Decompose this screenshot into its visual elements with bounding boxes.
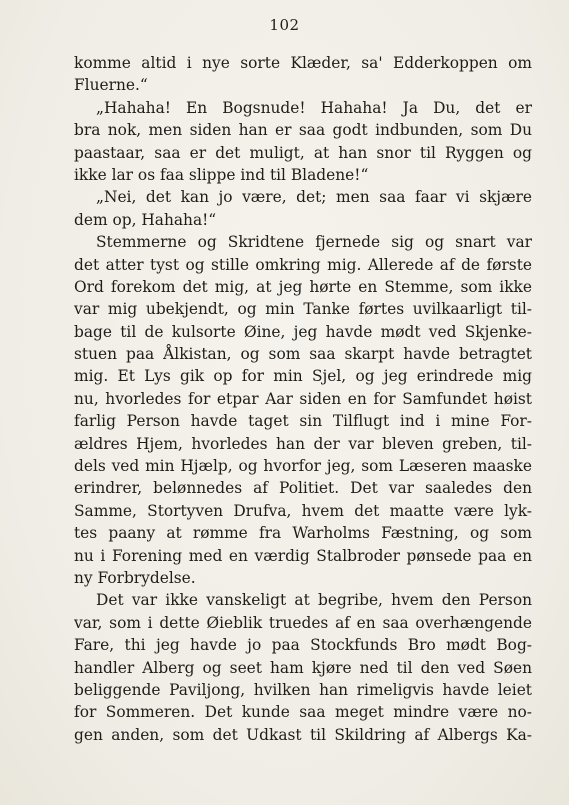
text-line: for Sommeren. Det kunde saa meget mindre være no-: [74, 703, 532, 722]
text-line: bage til de kulsorte Øine, jeg havde mødt ved Skjenke-: [74, 322, 532, 341]
text-line: handler Alberg og seet ham kjøre ned til den ved Søen: [74, 658, 532, 677]
text-line: ikke lar os faa slippe ind til Bladene!“: [74, 165, 369, 184]
body-text: [74, 52, 532, 746]
page-number: 102: [269, 16, 300, 34]
text-line: nu i Forening med en værdig Stalbroder pønsede paa en: [74, 546, 532, 565]
text-line: beliggende Paviljong, hvilken han rimeligvis havde leiet: [74, 680, 532, 699]
text-line: gen anden, som det Udkast til Skildring af Albergs Ka-: [74, 725, 532, 744]
text-line: bra nok, men siden han er saa godt indbunden, som Du: [74, 121, 532, 140]
text-line: Samme, Stortyven Drufva, hvem det maatte være lyk-: [74, 501, 532, 520]
text-line: farlig Person havde taget sin Tilflugt ind i mine For-: [74, 412, 532, 431]
text-line: tes paany at rømme fra Warholms Fæstning, og som: [74, 524, 532, 543]
text-line: Fare, thi jeg havde jo paa Stockfunds Bro mødt Bog-: [74, 636, 532, 655]
text-line: Det var ikke vanskeligt at begribe, hvem den Person: [96, 591, 532, 610]
text-line: Ord forekom det mig, at jeg hørte en Stemme, som ikke: [74, 277, 532, 296]
text-line: stuen paa Ålkistan, og som saa skarpt havde betragtet: [74, 345, 532, 364]
text-line: dem op, Hahaha!“: [74, 210, 217, 229]
text-line: dels ved min Hjælp, og hvorfor jeg, som Læseren maaske: [74, 457, 532, 476]
text-line: mig. Et Lys gik op for min Sjel, og jeg erindrede mig: [74, 367, 532, 386]
text-line: erindrer, belønnedes af Politiet. Det var saaledes den: [74, 479, 532, 498]
text-line: ny Forbrydelse.: [74, 568, 196, 587]
text-line: ældres Hjem, hvorledes han der var bleven greben, til-: [74, 434, 532, 453]
text-line: „Nei, det kan jo være, det; men saa faar vi skjære: [96, 188, 532, 207]
text-line: „Hahaha! En Bogsnude! Hahaha! Ja Du, det er: [96, 98, 532, 117]
text-line: var mig ubekjendt, og min Tanke førtes uvilkaarligt til-: [74, 300, 532, 319]
text-line: Fluerne.“: [74, 76, 148, 95]
text-line: det atter tyst og stille omkring mig. Allerede af de første: [74, 255, 532, 274]
text-line: Stemmerne og Skridtene fjernede sig og snart var: [96, 233, 532, 252]
text-line: var, som i dette Øieblik truedes af en saa overhængende: [74, 613, 532, 632]
text-line: paastaar, saa er det muligt, at han snor til Ryggen og: [74, 143, 532, 162]
text-line: komme altid i nye sorte Klæder, sa' Edderkoppen om: [74, 54, 532, 72]
text-line: nu, hvorledes for etpar Aar siden en for Samfundet høist: [74, 389, 532, 408]
